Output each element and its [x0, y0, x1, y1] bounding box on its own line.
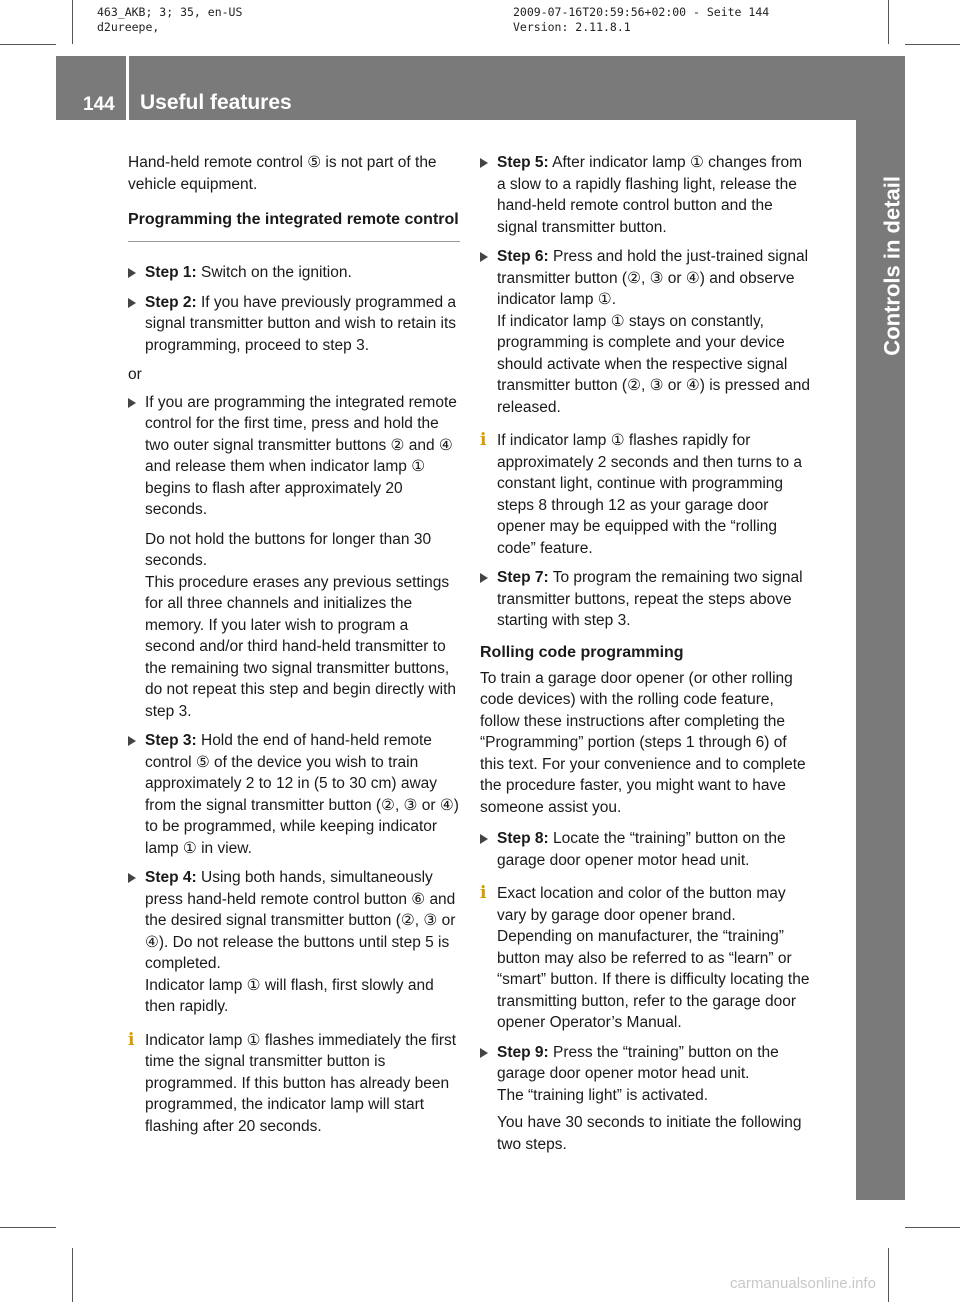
crop-mark — [0, 44, 56, 45]
info-note — [480, 430, 813, 559]
step-note: Indicator lamp ① will flash, first slowly and then rapidly. — [145, 976, 434, 1015]
info-icon: i — [480, 883, 487, 903]
step-item — [480, 1042, 813, 1085]
crop-mark — [888, 1248, 889, 1302]
chapter-label: Controls in detail — [880, 176, 905, 356]
step-text: Locate the “training” button on the garage door opener motor head unit. — [497, 830, 786, 869]
step-item — [128, 392, 460, 521]
info-text: Indicator lamp ① flashes immediately the first time the signal transmitter button is programmed. If this button has already been programmed, the indicator lamp will start flashing after 20 seconds. — [145, 1031, 457, 1135]
arrow-icon — [128, 736, 136, 746]
crop-mark — [72, 0, 73, 44]
step-text: To program the remaining two signal transmitter buttons, repeat the steps above starting with step 3. — [497, 569, 803, 629]
meta-line: 463_AKB; 3; 35, en-US — [97, 5, 243, 19]
crop-mark — [72, 1248, 73, 1302]
step-text: Press and hold the just-trained signal transmitter button (②, ③ or ④) and observe indicator lamp ①. — [497, 248, 809, 308]
step-label: Step 3: — [145, 732, 197, 749]
info-text: Exact location and color of the button may vary by garage door opener brand. Depending on manufacturer, the “training” button may also be referred to as “learn” or “smart” button. If there is difficulty locating the transmitting button, refer to the garage door opener Operator’s Manual. — [497, 885, 810, 1031]
step-item — [128, 262, 460, 284]
meta-line: d2ureepe, — [97, 20, 160, 34]
arrow-icon — [480, 252, 488, 262]
watermark: carmanualsonline.info — [730, 1275, 876, 1292]
body-paragraph: To train a garage door opener (or other rolling code devices) with the rolling code feature, follow these instructions after completing the “Programming” portion (steps 1 through 6) of this text. For your convenience and to complete the procedure faster, you might want to have someone assist you. — [480, 669, 806, 816]
crop-mark — [888, 0, 889, 44]
arrow-icon — [480, 834, 488, 844]
arrow-icon — [128, 398, 136, 408]
crop-mark — [905, 1227, 960, 1228]
arrow-icon — [128, 873, 136, 883]
info-icon: i — [480, 430, 487, 450]
info-note — [128, 1030, 460, 1138]
step-note: The “training light” is activated. — [497, 1086, 709, 1104]
heading-rule — [128, 241, 460, 242]
print-meta-right — [513, 5, 769, 35]
info-icon: i — [128, 1029, 135, 1050]
step-text: Switch on the ignition. — [196, 264, 352, 281]
left-column — [128, 152, 460, 1145]
step-label: Step 7: — [497, 569, 549, 586]
step-note: You have 30 seconds to initiate the following two steps. — [497, 1114, 802, 1153]
step-text: If you are programming the integrated remote control for the first time, press and hold the two outer signal transmitter buttons ② and ④ and release them when indicator lamp ① begins to flash after approximately 20 seconds. — [145, 393, 457, 518]
step-text: Press the “training” button on the garage door opener motor head unit. — [497, 1043, 779, 1082]
step-item — [128, 867, 460, 975]
intro-paragraph: Hand-held remote control ⑤ is not part of the vehicle equipment. — [128, 154, 437, 193]
step-label: Step 2: — [145, 293, 197, 311]
step-note: This procedure erases any previous settings for all three channels and initializes the memory. If you later wish to program a second and/or third hand-held transmitter to the remaining two signal transmitter buttons, do not repeat this step and begin directly with step 3. — [145, 573, 457, 720]
step-item — [480, 152, 813, 238]
step-label: Step 8: — [497, 830, 549, 847]
arrow-icon — [480, 573, 488, 583]
step-item — [128, 730, 460, 859]
section-heading: Rolling code programming — [480, 643, 684, 661]
crop-mark — [0, 1227, 56, 1228]
step-item — [480, 246, 813, 311]
step-text: Using both hands, simultaneously press hand-held remote control button ⑥ and the desired signal transmitter button (②, ③ or ④). Do not release the buttons until step 5 is completed. — [145, 869, 456, 972]
step-item — [480, 828, 813, 871]
page-title: Useful features — [140, 91, 292, 114]
arrow-icon — [480, 1048, 488, 1058]
step-item — [480, 567, 813, 632]
info-note — [480, 883, 813, 1034]
print-meta-left — [97, 5, 242, 35]
step-label: Step 9: — [497, 1043, 549, 1061]
arrow-icon — [480, 158, 488, 168]
right-column — [480, 152, 813, 1163]
meta-line: Version: 2.11.8.1 — [513, 20, 631, 34]
page-number: 144 — [83, 94, 115, 115]
step-text: After indicator lamp ① changes from a slow to a rapidly flashing light, release the hand-held remote control button and the signal transmitter button. — [497, 154, 803, 236]
step-label: Step 6: — [497, 248, 549, 265]
step-note: If indicator lamp ① stays on constantly, programming is complete and your device should activate when the respective signal transmitter button (②, ③ or ④) is pressed and released. — [497, 312, 811, 416]
section-heading: Programming the integrated remote control — [128, 211, 459, 228]
or-text: or — [128, 366, 142, 383]
step-label: Step 4: — [145, 869, 197, 886]
arrow-icon — [128, 298, 136, 308]
step-label: Step 5: — [497, 154, 549, 171]
crop-mark — [905, 44, 960, 45]
header-divider — [126, 56, 129, 120]
step-text: Hold the end of hand-held remote control ⑤ of the device you wish to train approximately 2 to 12 in (5 to 30 cm) away from the signal transmitter button (②, ③ or ④) to be programmed, while keeping indicator lamp ① in view. — [145, 732, 459, 857]
meta-line: 2009-07-16T20:59:56+02:00 - Seite 144 — [513, 5, 770, 19]
step-label: Step 1: — [145, 264, 197, 281]
info-text: If indicator lamp ① flashes rapidly for approximately 2 seconds and then turns to a constant light, continue with programming steps 8 through 12 as your garage door opener may be equipped with the “rolling code” feature. — [497, 432, 803, 557]
step-text: If you have previously programmed a signal transmitter button and wish to retain its programming, proceed to step 3. — [145, 293, 457, 354]
step-item — [128, 292, 460, 357]
arrow-icon — [128, 268, 136, 278]
step-note: Do not hold the buttons for longer than 30 seconds. — [145, 530, 432, 569]
